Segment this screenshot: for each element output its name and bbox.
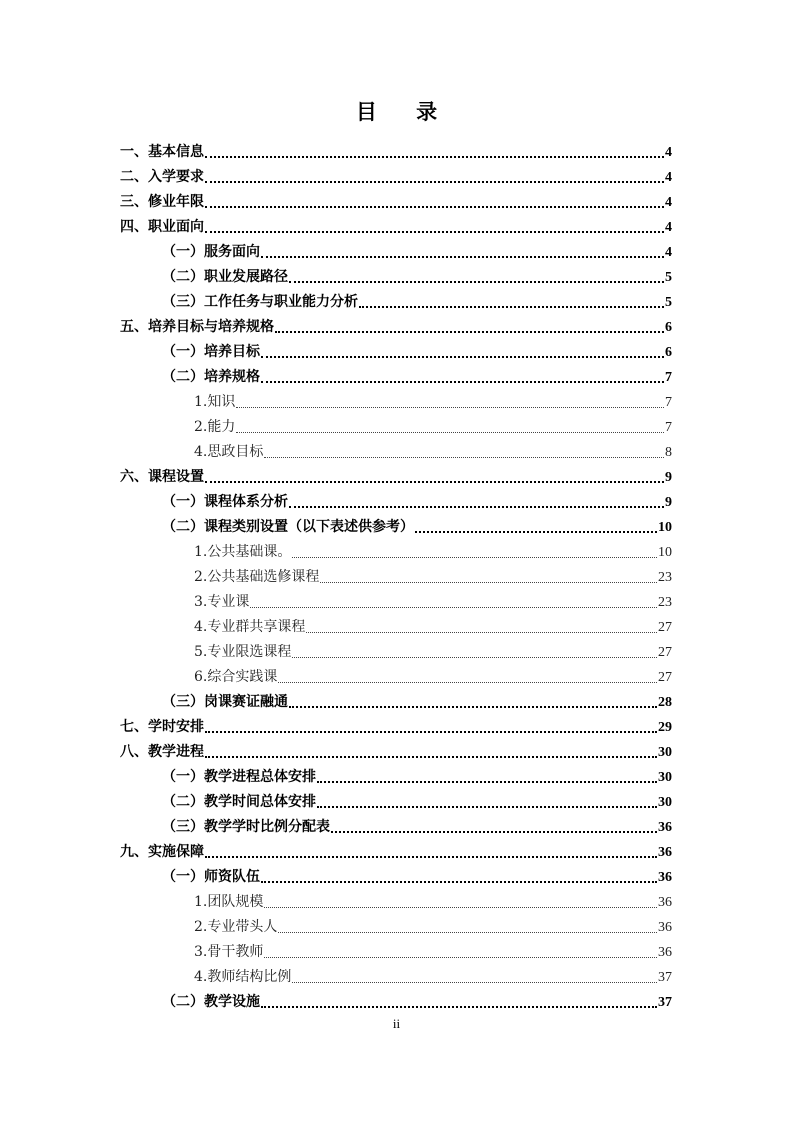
toc-dot-leader: [292, 557, 657, 558]
toc-dot-leader: [205, 206, 664, 208]
toc-entry-label: （二）课程类别设置（以下表述供参考）: [162, 519, 414, 535]
toc-entry-page-number: 29: [658, 720, 672, 735]
toc-entry[interactable]: [120, 915, 672, 940]
toc-entry-label: （一）师资队伍: [162, 869, 260, 885]
toc-entry-page-number: 30: [658, 770, 672, 785]
toc-entry[interactable]: [120, 565, 672, 590]
toc-entry[interactable]: [120, 465, 672, 490]
toc-dot-leader: [264, 907, 657, 908]
toc-entry-label: （二）培养规格: [162, 369, 260, 385]
toc-entry[interactable]: [120, 790, 672, 815]
toc-dot-leader: [278, 932, 657, 933]
toc-entry[interactable]: [120, 715, 672, 740]
toc-dot-leader: [289, 281, 664, 283]
toc-entry-label: 1.知识: [194, 394, 236, 410]
toc-entry-label: 1.团队规模: [194, 894, 264, 910]
toc-entry-page-number: 27: [658, 645, 672, 660]
toc-entry-page-number: 36: [658, 895, 672, 910]
toc-entry-label: （一）服务面向: [162, 244, 260, 260]
toc-entry[interactable]: [120, 415, 672, 440]
toc-entry-label: 4.专业群共享课程: [194, 619, 306, 635]
toc-entry-page-number: 4: [665, 170, 672, 185]
toc-dot-leader: [292, 982, 657, 983]
toc-entry-label: 6.综合实践课: [194, 669, 278, 685]
toc-entry-label: 2.能力: [194, 419, 236, 435]
toc-entry-label: 三、修业年限: [120, 194, 204, 210]
toc-dot-leader: [261, 881, 657, 883]
toc-dot-leader: [317, 781, 657, 783]
toc-entry-page-number: 37: [658, 970, 672, 985]
toc-dot-leader: [205, 156, 664, 158]
toc-entry-page-number: 4: [665, 195, 672, 210]
toc-entry-label: 二、入学要求: [120, 169, 204, 185]
toc-entry-label: （一）课程体系分析: [162, 494, 288, 510]
toc-dot-leader: [306, 632, 657, 633]
toc-entry[interactable]: [120, 515, 672, 540]
toc-entry-page-number: 36: [658, 870, 672, 885]
toc-entry[interactable]: [120, 190, 672, 215]
toc-entry[interactable]: [120, 315, 672, 340]
toc-entry-label: 3.专业课: [194, 594, 250, 610]
toc-dot-leader: [261, 381, 664, 383]
toc-dot-leader: [261, 256, 664, 258]
toc-entry[interactable]: [120, 340, 672, 365]
toc-entry-label: 4.教师结构比例: [194, 969, 292, 985]
toc-entry-page-number: 36: [658, 920, 672, 935]
toc-entry[interactable]: [120, 940, 672, 965]
toc-entry[interactable]: [120, 165, 672, 190]
toc-dot-leader: [359, 306, 664, 308]
toc-entry-page-number: 36: [658, 845, 672, 860]
toc-entry-page-number: 36: [658, 820, 672, 835]
toc-entry-label: 四、职业面向: [120, 219, 204, 235]
toc-entry[interactable]: [120, 640, 672, 665]
toc-entry[interactable]: [120, 590, 672, 615]
toc-entry-page-number: 36: [658, 945, 672, 960]
toc-entry-page-number: 5: [665, 295, 672, 310]
toc-entry-label: （三）岗课赛证融通: [162, 694, 288, 710]
toc-dot-leader: [275, 331, 664, 333]
toc-dot-leader: [205, 731, 657, 733]
toc-dot-leader: [264, 457, 664, 458]
toc-entry[interactable]: [120, 690, 672, 715]
toc-entry-label: （三）工作任务与职业能力分析: [162, 294, 358, 310]
toc-entry-page-number: 4: [665, 245, 672, 260]
toc-entry-label: （一）教学进程总体安排: [162, 769, 316, 785]
toc-entry-label: 一、基本信息: [120, 144, 204, 160]
toc-dot-leader: [205, 756, 657, 758]
toc-dot-leader: [278, 682, 657, 683]
toc-entry[interactable]: [120, 615, 672, 640]
toc-entry-page-number: 10: [658, 520, 672, 535]
toc-entry-page-number: 9: [665, 470, 672, 485]
toc-entry[interactable]: [120, 390, 672, 415]
page-title: 目 录: [355, 100, 454, 124]
toc-entry-label: （二）教学时间总体安排: [162, 794, 316, 810]
toc-entry-page-number: 28: [658, 695, 672, 710]
toc-entry-page-number: 9: [665, 495, 672, 510]
toc-entry-page-number: 27: [658, 620, 672, 635]
toc-entry[interactable]: [120, 440, 672, 465]
toc-entry[interactable]: [120, 140, 672, 165]
toc-entry-label: 八、教学进程: [120, 744, 204, 760]
toc-dot-leader: [320, 582, 657, 583]
toc-dot-leader: [331, 831, 657, 833]
toc-entry[interactable]: [120, 265, 672, 290]
toc-dot-leader: [289, 706, 657, 708]
toc-entry-page-number: 10: [658, 545, 672, 560]
toc-dot-leader: [205, 181, 664, 183]
toc-entry[interactable]: [120, 490, 672, 515]
table-of-contents: [120, 140, 672, 1015]
toc-entry-label: 九、实施保障: [120, 844, 204, 860]
toc-entry[interactable]: [120, 840, 672, 865]
toc-dot-leader: [205, 231, 664, 233]
toc-entry[interactable]: [120, 865, 672, 890]
toc-dot-leader: [415, 531, 657, 533]
toc-entry-label: 五、培养目标与培养规格: [120, 319, 274, 335]
toc-dot-leader: [289, 506, 664, 508]
toc-entry-label: 六、课程设置: [120, 469, 204, 485]
toc-dot-leader: [236, 407, 664, 408]
toc-entry-label: （二）教学设施: [162, 994, 260, 1010]
toc-entry[interactable]: [120, 765, 672, 790]
toc-entry-page-number: 30: [658, 745, 672, 760]
toc-dot-leader: [264, 957, 657, 958]
toc-entry-page-number: 23: [658, 595, 672, 610]
toc-dot-leader: [205, 481, 664, 483]
toc-dot-leader: [261, 1006, 657, 1008]
toc-entry-label: （三）教学学时比例分配表: [162, 819, 330, 835]
toc-entry-label: 1.公共基础课。: [194, 544, 292, 560]
footer-page-number: ii: [392, 1016, 401, 1031]
toc-dot-leader: [236, 432, 664, 433]
toc-entry-page-number: 6: [665, 320, 672, 335]
toc-dot-leader: [261, 356, 664, 358]
toc-entry-page-number: 6: [665, 345, 672, 360]
toc-dot-leader: [317, 806, 657, 808]
toc-entry-label: 5.专业限选课程: [194, 644, 292, 660]
toc-entry-page-number: 7: [665, 420, 672, 435]
toc-entry-page-number: 4: [665, 145, 672, 160]
toc-entry-label: 七、学时安排: [120, 719, 204, 735]
toc-entry-label: 2.专业带头人: [194, 919, 278, 935]
toc-entry-page-number: 5: [665, 270, 672, 285]
toc-entry-label: （二）职业发展路径: [162, 269, 288, 285]
toc-entry-page-number: 27: [658, 670, 672, 685]
toc-dot-leader: [292, 657, 657, 658]
toc-entry[interactable]: [120, 740, 672, 765]
toc-dot-leader: [205, 856, 657, 858]
toc-entry[interactable]: [120, 815, 672, 840]
toc-entry-page-number: 8: [665, 445, 672, 460]
toc-entry[interactable]: [120, 215, 672, 240]
toc-entry-label: 2.公共基础选修课程: [194, 569, 320, 585]
toc-entry[interactable]: [120, 890, 672, 915]
toc-entry[interactable]: [120, 290, 672, 315]
toc-entry-label: （一）培养目标: [162, 344, 260, 360]
toc-entry[interactable]: [120, 965, 672, 990]
toc-entry-page-number: 37: [658, 995, 672, 1010]
toc-entry[interactable]: [120, 540, 672, 565]
toc-entry[interactable]: [120, 665, 672, 690]
toc-entry-page-number: 7: [665, 395, 672, 410]
toc-entry[interactable]: [120, 990, 672, 1015]
toc-entry-page-number: 30: [658, 795, 672, 810]
toc-entry[interactable]: [120, 365, 672, 390]
toc-entry-page-number: 23: [658, 570, 672, 585]
toc-entry[interactable]: [120, 240, 672, 265]
toc-dot-leader: [250, 607, 657, 608]
toc-entry-page-number: 4: [665, 220, 672, 235]
toc-entry-label: 3.骨干教师: [194, 944, 264, 960]
toc-entry-page-number: 7: [665, 370, 672, 385]
toc-entry-label: 4.思政目标: [194, 444, 264, 460]
